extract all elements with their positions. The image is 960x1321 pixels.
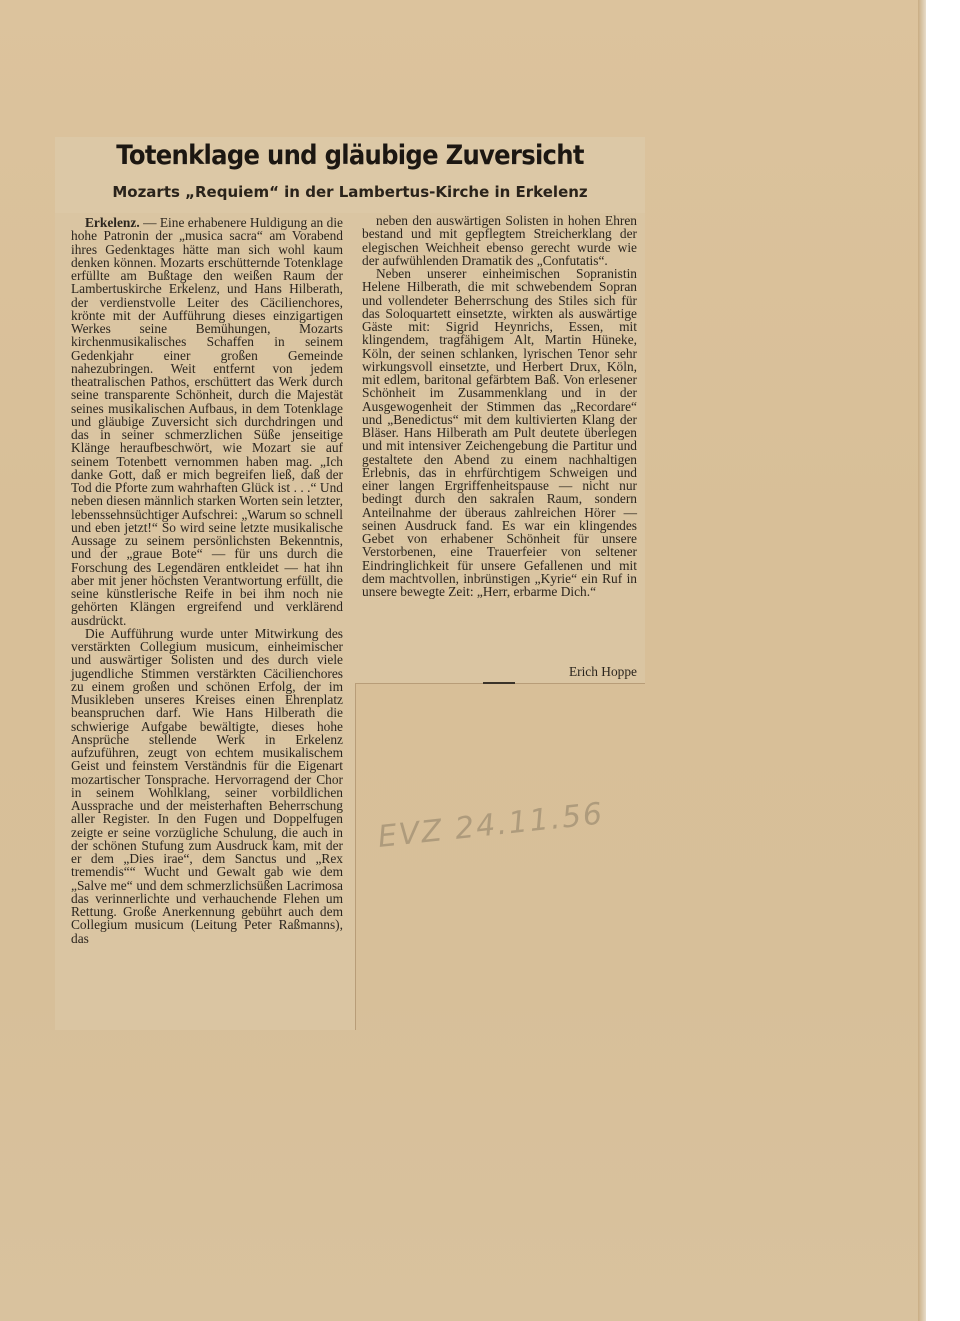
article-paragraph: Neben unserer einheimischen Sopranistin Helene Hilberath, die mit schwebendem Sopran und vollendeter Beherrschung des Stiles sich für das Soloquartett einsetzte, wirkten als auswärtige Gäste mit: Sigrid Heynrichs, Essen, mit klingendem, tragfähigem Alt, Martin Hüneke, Köln, der seinen schlanken, lyrischen Tenor sehr wirkungsvoll einsetzte, und Herbert Drux, Köln, mit edlem, baritonal gefärbtem Baß. Von erlesener Schönheit im Zusammenklang und in der Ausgewogenheit der Stimmen das „Recordare“ und „Benedictus“ mit dem kultivierten Klang der Bläser. Hans Hilberath am Pult deutete überlegen und mit intensiver Zeichengebung die Partitur und gestaltete den Abend zu einem nachhaltigen Erlebnis, das in ehrfürchtigem Schweigen und einer langen Ergriffenheitspause — nicht nur bedingt durch den sakralen Raum, sondern Anteilnahme der überaus zahlreichen Hörer — seinen Ausdruck fand. Es war ein klingendes Gebet von erhabener Schönheit für unsere Verstorbenen, eine Trauerfeier von seltener Eindringlichkeit für unsere Gefallenen und mit dem machtvollen, inbrünstigen „Kyrie“ ein Ruf in unsere bewegte Zeit: „Herr, erbarme Dich.“ xyxy=(362,266,637,599)
article-paragraph: Die Aufführung wurde unter Mitwirkung des verstärkten Collegium musicum, einheimischer und auswärtiger Solisten und des durch viele jugendliche Stimmen verstärkten Cäcilienchores zu einem großen und schönen Erfolg, der im Musikleben unseres Kreises einen Ehrenplatz beanspruchen darf. Wie Hans Hilberath die schwierige Aufgabe bewältigte, dieses hohe Ansprüche stellende Werk in Erkelenz aufzuführen, zeugt von echtem musikalischem Geist und feinstem Verständnis für die Eigenart mozartischer Tonsprache. Hervorragend der Chor in seinem Wohlklang, seiner vorbildlichen Aussprache und der meisterhaften Beherrschung aller Register. In den Fugen und Doppelfugen zeigte er seine vorzügliche Schulung, die auch in der schönen Stufung zum Ausdruck kam, mit der er dem „Dies irae“, dem Sanctus und „Rex tremendis““ Wucht und Gewalt gab wie dem „Salve me“ und dem schmerzlichsüßen Lacrimosa das verinnerlichte und verhauchende Flehen um Rettung. Große Anerkennung gebührt auch dem Collegium musicum (Leitung Peter Raßmanns), das xyxy=(71,625,343,946)
paragraph-text: — Eine erhabenere Huldigung an die hohe Patronin der „musica sacra“ am Vorabend ihres Gedenktages hätte man sich wohl kaum denken können. Mozarts erschütternde Totenklage erfüllte am Bußtage den weißen Raum der Lambertuskirche Erkelenz, und Hans Hilberath, der verdienstvolle Leiter des Cäcilienchores, krönte mit der Aufführung dieses einzigartigen Werkes seine Bemühungen, Mozarts kirchenmusikalisches Schaffen in seinem Gedenkjahr einer großen Gemeinde nahezubringen. Weit entfernt von jedem theatralischen Pathos, erschüttert das Werk durch seine transparente Schönheit, durch die Majestät seines musikalischen Aufbaus, in dem Totenklage und gläubige Zuversicht sich durchdringen und das in seiner schmerzlichen Süße jenseitige Klänge heraufbeschwört, wie Mozart sie auf seinem Totenbett vernommen haben mag. „Ich danke Gott, daß er mich begreifen ließ, daß der Tod die Pforte zum wahrhaften Glück ist . . .“ Und neben diesen männlich starken Worten sein letzter, lebenssehnsüchtiger Aufschrei: „Warum so schnell und eben jetzt!“ So wird seine letzte musikalische Aussage zu seinem persönlichsten Bekenntnis, und der „graue Bote“ — für uns durch die Forschung des Legendären entkleidet — hat ihn aber mit jener höchsten Verantwortung erfüllt, die seine künstlerische Reife in bei ihm noch nie gehörten Klängen ergreifend und verklärend ausdrückt. xyxy=(71,215,343,628)
article-dateline: Erkelenz. xyxy=(85,215,140,230)
article-right-column xyxy=(362,214,637,598)
article-left-column xyxy=(71,216,343,945)
article-headline: Totenklage und gläubige Zuversicht xyxy=(116,140,584,171)
article-author: Erich Hoppe xyxy=(568,664,637,679)
sheet-edge xyxy=(918,0,926,1321)
article-paragraph: neben den auswärtigen Solisten in hohen Ehren bestand und mit gepflegtem Streicherklang der elegischen Weichheit ebenso gerecht wurde wie der aufwühlenden Dramatik des „Confutatis“. xyxy=(362,213,637,268)
closing-rule xyxy=(483,682,515,684)
article-subheadline: Mozarts „Requiem“ in der Lambertus-Kirche in Erkelenz xyxy=(112,183,588,201)
article-paragraph xyxy=(71,216,343,627)
handwritten-annotation: EVZ 24.11.56 xyxy=(376,796,606,855)
